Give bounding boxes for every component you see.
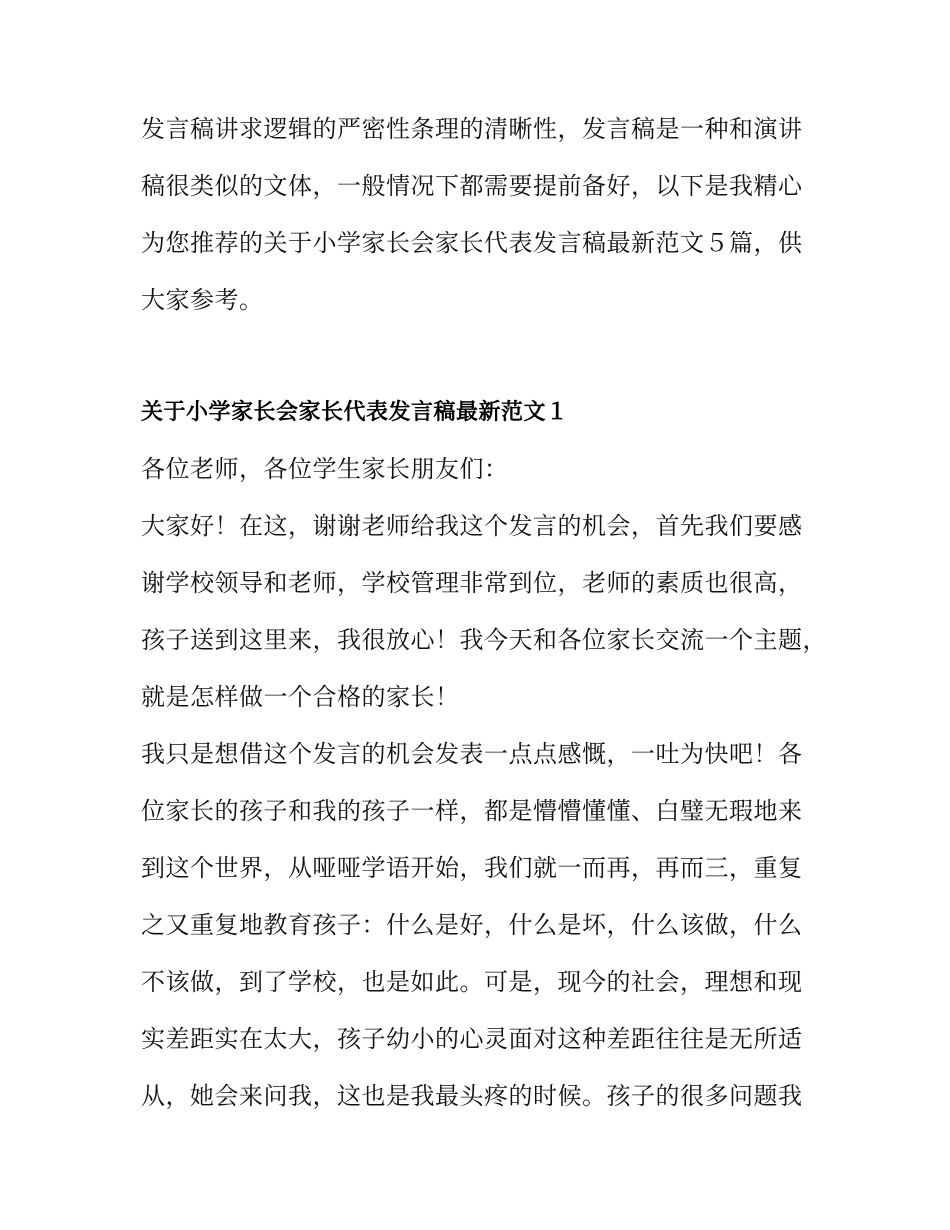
intro-paragraph [141, 101, 831, 329]
paragraph-line: 实差距实在太大，孩子幼小的心灵面对这种差距往往是无所适 [141, 1025, 803, 1053]
paragraph-line: 谢学校领导和老师，学校管理非常到位，老师的素质也很高， [141, 569, 803, 597]
section-heading: 关于小学家长会家长代表发言稿最新范文１ [141, 400, 569, 425]
paragraph-1 [141, 498, 831, 726]
intro-line: 稿很类似的文体，一般情况下都需要提前备好，以下是我精心 [141, 172, 803, 200]
paragraph-line: 就是怎样做一个合格的家长！ [141, 683, 460, 711]
intro-line: 为您推荐的关于小学家长会家长代表发言稿最新范文５篇，供 [141, 229, 803, 257]
speech-body [141, 441, 831, 1125]
paragraph-line: 我只是想借这个发言的机会发表一点点感慨，一吐为快吧！各 [141, 740, 803, 768]
paragraph-line: 不该做，到了学校，也是如此。可是，现今的社会，理想和现 [141, 968, 803, 996]
intro-line: 大家参考。 [141, 286, 264, 314]
paragraph-line: 之又重复地教育孩子：什么是好，什么是坏，什么该做，什么 [141, 911, 803, 939]
paragraph-line: 位家长的孩子和我的孩子一样，都是懵懵懂懂、白璧无瑕地来 [141, 797, 803, 825]
paragraph-line: 到这个世界，从哑哑学语开始，我们就一而再，再而三，重复 [141, 854, 803, 882]
intro-line: 发言稿讲求逻辑的严密性条理的清晰性，发言稿是一种和演讲 [141, 115, 803, 143]
paragraph-line: 大家好！在这，谢谢老师给我这个发言的机会，首先我们要感 [141, 512, 803, 540]
paragraph-line: 孩子送到这里来，我很放心！我今天和各位家长交流一个主题， [141, 626, 827, 654]
paragraph-2 [141, 726, 831, 1125]
salutation: 各位老师，各位学生家长朋友们： [141, 455, 509, 483]
paragraph-line: 从，她会来问我，这也是我最头疼的时候。孩子的很多问题我 [141, 1082, 803, 1110]
